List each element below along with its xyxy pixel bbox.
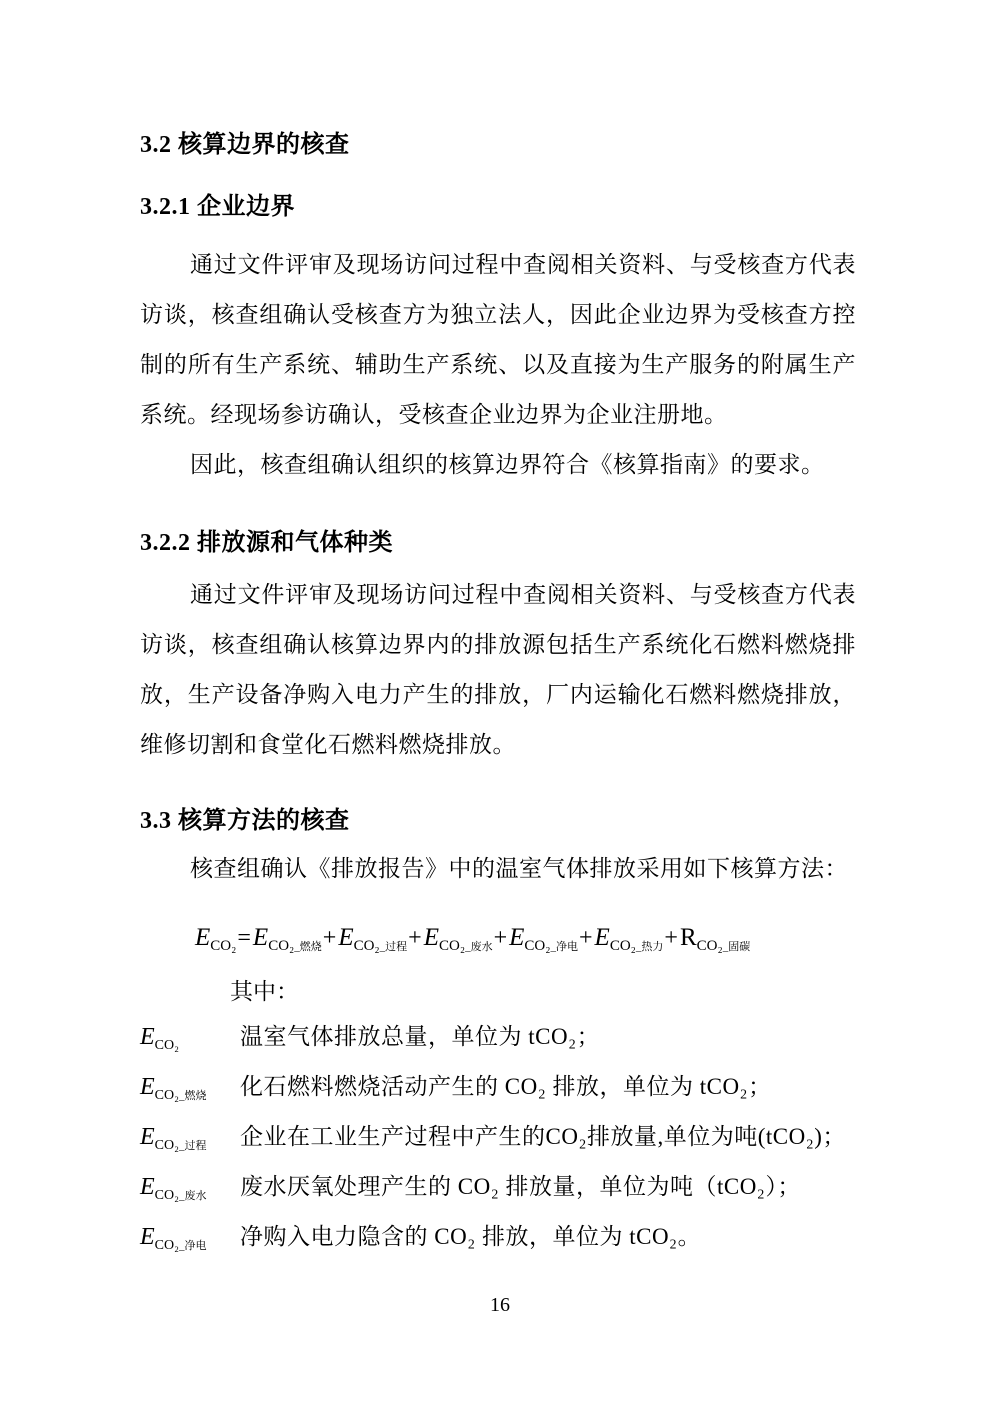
formula-operator: +: [578, 925, 593, 951]
definitions-list: [140, 1012, 856, 1262]
formula-subscript: [354, 938, 408, 954]
definition-subscript: [155, 1088, 207, 1103]
formula-term: [192, 924, 237, 954]
section-heading-3-2-2: 3.2.2 排放源和气体种类: [140, 530, 393, 556]
definition-row: [140, 1162, 856, 1212]
text-line: 通过文件评审及现场访问过程中查阅相关资料、与受核查方代表: [190, 252, 856, 277]
formula-variable: E: [252, 924, 269, 951]
formula-operator: +: [664, 925, 678, 951]
definition-row: [140, 1012, 856, 1062]
definition-variable: E: [140, 1074, 155, 1100]
formula-subscript-source: _净电: [550, 941, 578, 953]
formula-term: [493, 924, 578, 954]
definition-subscript-gas: CO₂: [154, 1038, 180, 1053]
definition-variable: E: [140, 1224, 155, 1250]
formula-subscript: [697, 938, 751, 954]
formula-subscript-source: _废水: [465, 941, 493, 953]
definition-subscript-gas: CO₂: [154, 1188, 180, 1203]
formula-subscript-gas: CO₂: [524, 938, 551, 954]
formula-variable: E: [423, 924, 439, 951]
definition-description: 净购入电力隐含的 CO₂ 排放，单位为 tCO₂。: [240, 1224, 702, 1249]
formula-subscript-gas: CO₂: [268, 938, 295, 954]
definition-description: 企业在工业生产过程中产生的CO₂排放量,单位为吨(tCO₂)；: [240, 1124, 846, 1149]
definition-description: 化石燃料燃烧活动产生的 CO₂ 排放，单位为 tCO₂；: [240, 1074, 772, 1099]
formula-operator: =: [237, 925, 251, 951]
definition-variable: E: [140, 1174, 155, 1200]
definition-term: [140, 1212, 240, 1262]
page-number: 16: [490, 1294, 510, 1316]
definition-subscript-source: _燃烧: [179, 1090, 207, 1102]
definition-variable: E: [140, 1024, 155, 1050]
formula-subscript: [210, 938, 236, 954]
definition-term: [140, 1162, 240, 1212]
definition-subscript-gas: CO₂: [154, 1238, 180, 1253]
definition-row: [140, 1062, 856, 1112]
formula-term: [322, 924, 408, 954]
formula-term: [236, 924, 322, 954]
text-line: 通过文件评审及现场访问过程中查阅相关资料、与受核查方代表: [190, 582, 856, 607]
definition-subscript: [155, 1038, 179, 1053]
formula-subscript-source: _燃烧: [294, 941, 322, 953]
formula-subscript-gas: CO₂: [439, 938, 466, 954]
text-line: 放，生产设备净购入电力产生的排放，厂内运输化石燃料燃烧排放，: [140, 682, 856, 707]
definition-subscript-source: _净电: [179, 1240, 207, 1252]
definition-subscript-gas: CO₂: [154, 1138, 180, 1153]
formula-subscript: [524, 938, 578, 954]
formula-subscript: [610, 938, 664, 954]
definition-description: 废水厌氧处理产生的 CO₂ 排放量，单位为吨（tCO₂）；: [240, 1174, 801, 1199]
definition-term: [140, 1062, 240, 1112]
formula-subscript-source: _固碳: [722, 941, 751, 953]
definition-row: [140, 1212, 856, 1262]
formula-subscript-gas: CO₂: [353, 938, 380, 954]
definition-subscript-gas: CO₂: [154, 1088, 180, 1103]
formula-variable: E: [509, 924, 525, 951]
formula-subscript-gas: CO₂: [210, 938, 237, 954]
definition-subscript: [155, 1188, 207, 1203]
formula-variable: E: [338, 924, 354, 951]
formula-subscript: [268, 938, 322, 954]
definition-row: [140, 1112, 856, 1162]
definition-variable: E: [140, 1124, 155, 1150]
text-line: 系统。经现场参访确认，受核查企业边界为企业注册地。: [140, 402, 728, 427]
formula-subscript-gas: CO₂: [696, 938, 723, 954]
text-line: 访谈，核查组确认受核查方为独立法人，因此企业边界为受核查方控: [140, 302, 856, 327]
definition-term: [140, 1012, 240, 1062]
section-heading-3-2-1: 3.2.1 企业边界: [140, 194, 295, 220]
section-heading-3-2: 3.2 核算边界的核查: [140, 132, 350, 158]
formula-subscript-gas: CO₂: [609, 938, 636, 954]
formula-operator: +: [322, 925, 337, 951]
formula-operator: +: [408, 925, 422, 951]
emission-formula: [192, 918, 856, 958]
paragraph-enterprise-boundary: [140, 240, 856, 440]
formula-subscript-source: _热力: [635, 941, 664, 953]
formula-variable: E: [195, 924, 211, 951]
formula-subscript-source: _过程: [379, 941, 408, 953]
formula-variable: R: [679, 924, 697, 951]
paragraph-boundary-conclusion: 因此，核查组确认组织的核算边界符合《核算指南》的要求。: [190, 452, 825, 477]
formula-term: [663, 924, 751, 954]
definition-subscript-source: _废水: [179, 1190, 207, 1202]
definition-term: [140, 1112, 240, 1162]
section-heading-3-3: 3.3 核算方法的核查: [140, 808, 350, 834]
definition-description: 温室气体排放总量，单位为 tCO₂；: [240, 1024, 601, 1049]
paragraph-method-intro: 核查组确认《排放报告》中的温室气体排放采用如下核算方法：: [190, 856, 848, 881]
where-label: 其中：: [230, 979, 299, 1004]
definition-subscript: [155, 1238, 207, 1253]
document-content: [140, 128, 856, 1262]
text-line: 制的所有生产系统、辅助生产系统、以及直接为生产服务的附属生产: [140, 352, 856, 377]
text-line: 访谈，核查组确认核算边界内的排放源包括生产系统化石燃料燃烧排: [140, 632, 856, 657]
formula-term: [407, 924, 493, 954]
text-line: 维修切割和食堂化石燃料燃烧排放。: [140, 732, 516, 757]
definition-subscript: [155, 1138, 207, 1153]
formula-term: [578, 924, 664, 954]
formula-operator: +: [493, 925, 508, 951]
formula-subscript: [439, 938, 493, 954]
paragraph-emission-sources: [140, 570, 856, 770]
formula-variable: E: [594, 924, 610, 951]
definition-subscript-source: _过程: [179, 1140, 207, 1152]
